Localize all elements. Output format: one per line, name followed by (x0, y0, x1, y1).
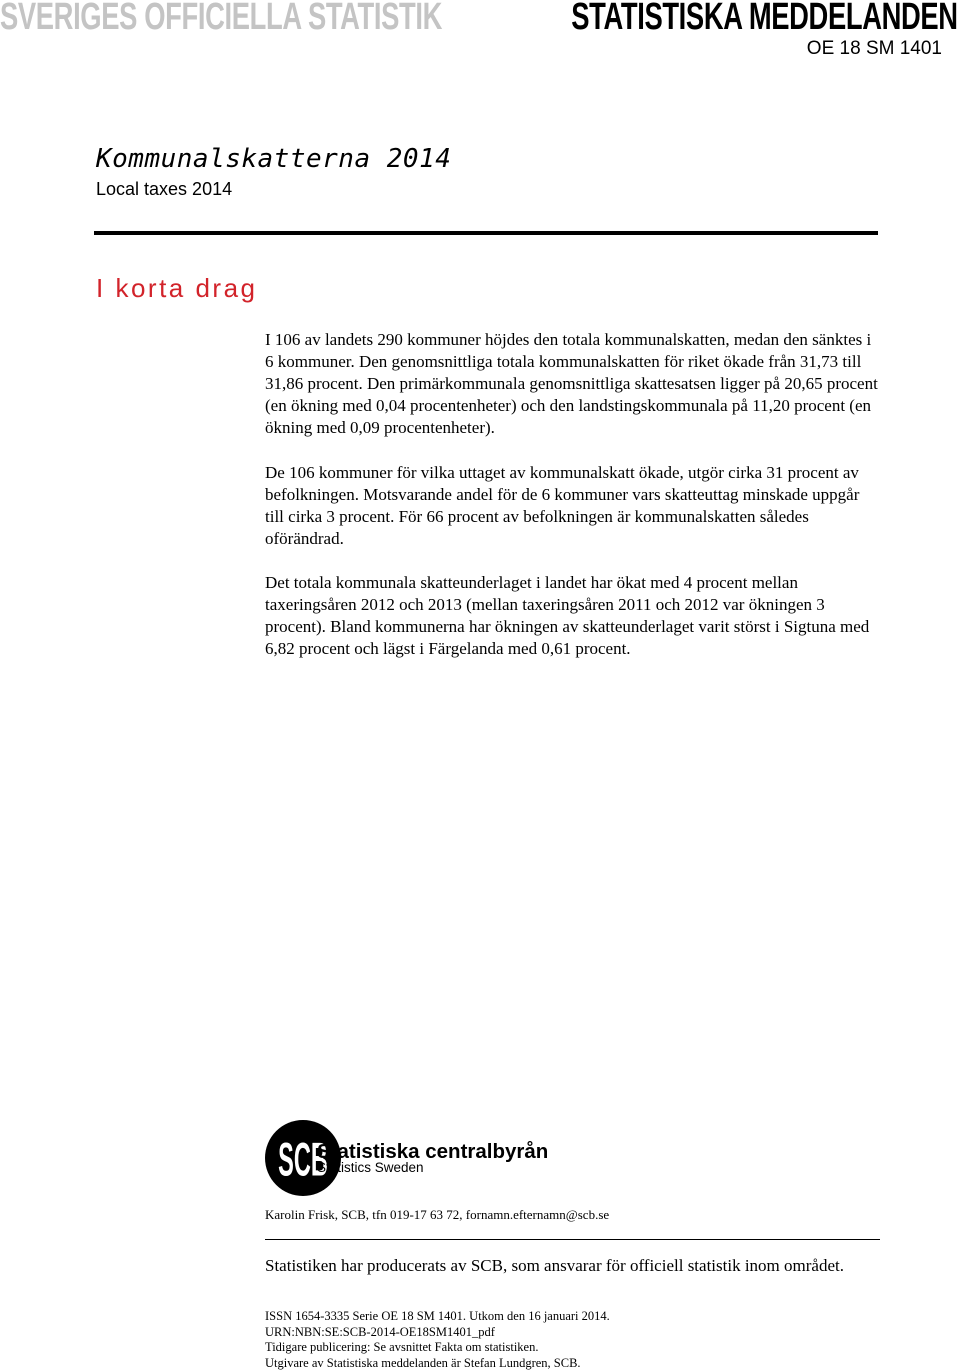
colophon-previous-publication: Tidigare publicering: Se avsnittet Fakta om statistiken. (265, 1340, 539, 1354)
footer-divider (265, 1239, 880, 1240)
scb-logo-icon (265, 1118, 595, 1198)
contact-line: Karolin Frisk, SCB, tfn 019-17 63 72, fornamn.efternamn@scb.se (265, 1207, 610, 1222)
scb-logo-name: Statistiska centralbyrån (317, 1140, 549, 1163)
producer-statement: Statistiken har producerats av SCB, som ansvarar för officiell statistik inom området. (265, 1256, 844, 1275)
section-heading: I korta drag (96, 273, 258, 303)
colophon (265, 1309, 610, 1371)
series-code: OE 18 SM 1401 (806, 38, 942, 59)
banner-official-statistics: SVERIGES OFFICIELLA STATISTIK (0, 0, 443, 38)
colophon-issn: ISSN 1654-3335 Serie OE 18 SM 1401. Utkom den 16 januari 2014. (265, 1309, 610, 1323)
summary-paragraph-3: Det totala kommunala skatteunderlaget i landet har ökat med 4 procent mellan taxeringsåren 2012 och 2013 (mellan taxeringsåren 2011 och 2012 var ökningen 3 procent). Bland kommunerna har ökningen av skatteunderlaget varit störst i Sigtuna med 6,82 procent och lägst i Färgelanda med 0,61 procent. (265, 573, 870, 658)
colophon-urn: URN:NBN:SE:SCB-2014-OE18SM1401_pdf (265, 1324, 495, 1339)
summary-paragraph-1: I 106 av landets 290 kommuner höjdes den totala kommunalskatten, medan den sänktes i 6 kommuner. Den genomsnittliga totala kommunalskatten för riket ökade från 31,73 till 31,86 procent. Den primärkommunala genomsnittliga skattesatsen ligger på 20,65 procent (en ökning med 0,04 procentenheter) och den landstingskommunala på 11,20 procent (en ökning med 0,09 procentenheter). (265, 330, 878, 437)
page-subtitle: Local taxes 2014 (96, 179, 233, 199)
banner-statistical-reports: STATISTISKA MEDDELANDEN (571, 0, 958, 38)
colophon-publisher: Utgivare av Statistiska meddelanden är Stefan Lundgren, SCB. (265, 1355, 581, 1370)
header-banner (0, 0, 960, 38)
summary-paragraph-2: De 106 kommuner för vilka uttaget av kommunalskatt ökade, utgör cirka 31 procent av befolkningen. Motsvarande andel för de 6 kommuner vars skatteuttag minskade uppgår till cirka 3 procent. För 66 procent av befolkningen är kommunalskatten således oförändrad. (265, 463, 860, 548)
scb-logo-mark: SCB (278, 1132, 328, 1186)
scb-logo-name-en: Statistics Sweden (317, 1160, 424, 1175)
page-title: Kommunalskatterna 2014 (96, 144, 452, 174)
title-divider (94, 231, 878, 235)
